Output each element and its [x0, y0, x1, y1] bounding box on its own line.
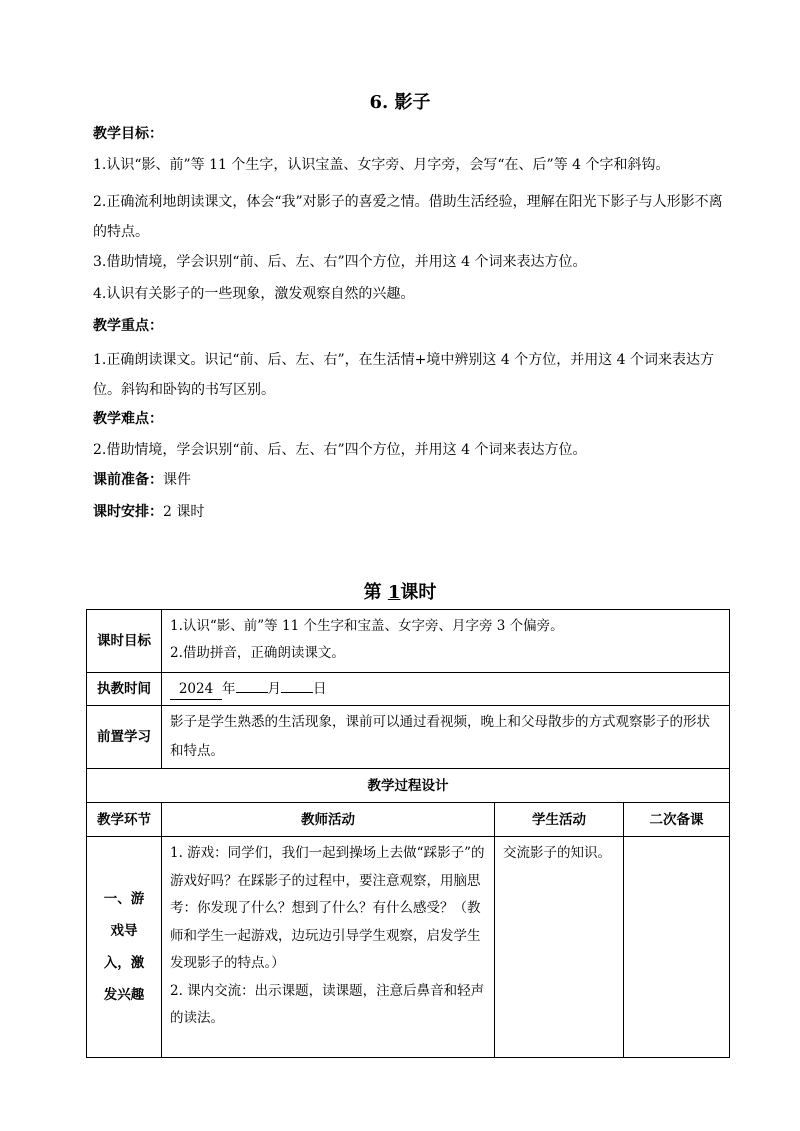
- month-blank: [236, 692, 268, 693]
- goal-row: [87, 610, 730, 673]
- header-stage: 教学环节: [87, 803, 162, 837]
- header-student: 学生活动: [495, 803, 624, 837]
- time-row: [87, 673, 730, 706]
- objective-item: 3.借助情境，学会识别“前、后、左、右”四个方位，并用这 4 个词来表达方位。: [93, 254, 587, 270]
- lesson-plan-table: [86, 609, 730, 1058]
- pre-study-text: 影子是学生熟悉的生活现象，课前可以通过看视频，晚上和父母散步的方式观察影子的形状和特点。: [162, 706, 730, 769]
- page-title: 6. 影子: [369, 92, 431, 113]
- teacher-activity-item: 2. 课内交流：出示课题，读课题，注意后鼻音和轻声的读法。: [170, 982, 485, 1026]
- header-row: [87, 803, 730, 837]
- stage-cell: 一、游戏导入，激发兴趣: [87, 837, 162, 1058]
- goal-label: 课时目标: [87, 610, 162, 673]
- year-value: 2024: [170, 679, 222, 700]
- objective-item: 2.正确流利地朗读课文，体会“我”对影子的喜爱之情。借助生活经验，理解在阳光下影子与人形影不离的特点。: [93, 194, 723, 240]
- difficulties-label: 教学难点：: [93, 411, 163, 427]
- key-points-text: 1.正确朗读课文。识记“前、后、左、右”，在生活情+境中辨别这 4 个方位，并用这 4 个词来表达方位。斜钩和卧钩的书写区别。: [93, 352, 715, 398]
- objective-item: 1.认识“影、前”等 11 个生字，认识宝盖、女字旁、月字旁，会写“在、后”等 4 个字和斜钩。: [93, 157, 670, 173]
- objectives-label: 教学目标：: [93, 126, 163, 142]
- teacher-activity-cell: [162, 837, 495, 1058]
- teacher-activity-item: 1. 游戏：同学们，我们一起到操场上去做“踩影子”的游戏好吗？在踩影子的过程中，要注意观察，用脑思考：你发现了什么？想到了什么？有什么感受？（教师和学生一起游戏，边玩边引导学生观察，启发学生发现影子的特点。）: [170, 845, 485, 971]
- day-blank: [281, 692, 313, 693]
- goal-item: 2.借助拼音，正确朗读课文。: [170, 645, 345, 661]
- objective-item: 4.认识有关影子的一些现象，激发观察自然的兴趣。: [93, 286, 415, 302]
- second-prep-cell: [624, 837, 730, 1058]
- goal-cell: [162, 610, 730, 673]
- header-teacher: 教师活动: [162, 803, 495, 837]
- header-second: 二次备课: [624, 803, 730, 837]
- schedule: 课时安排：2 课时: [93, 504, 205, 520]
- time-label: 执教时间: [87, 673, 162, 706]
- preparation: 课前准备：课件: [93, 472, 191, 488]
- goal-item: 1.认识“影、前”等 11 个生字和宝盖、女字旁、月字旁 3 个偏旁。: [170, 618, 564, 634]
- lesson-title: 第 1课时: [363, 582, 437, 603]
- process-title-row: [87, 769, 730, 803]
- difficulties-text: 2.借助情境，学会识别“前、后、左、右”四个方位，并用这 4 个词来表达方位。: [93, 442, 587, 458]
- pre-study-label: 前置学习: [87, 706, 162, 769]
- student-activity-cell: 交流影子的知识。: [495, 837, 624, 1058]
- pre-study-row: [87, 706, 730, 769]
- key-points-label: 教学重点：: [93, 318, 163, 334]
- time-cell: 2024 年 月 日: [162, 673, 730, 706]
- process-title: 教学过程设计: [87, 769, 730, 803]
- stage-row: [87, 837, 730, 1058]
